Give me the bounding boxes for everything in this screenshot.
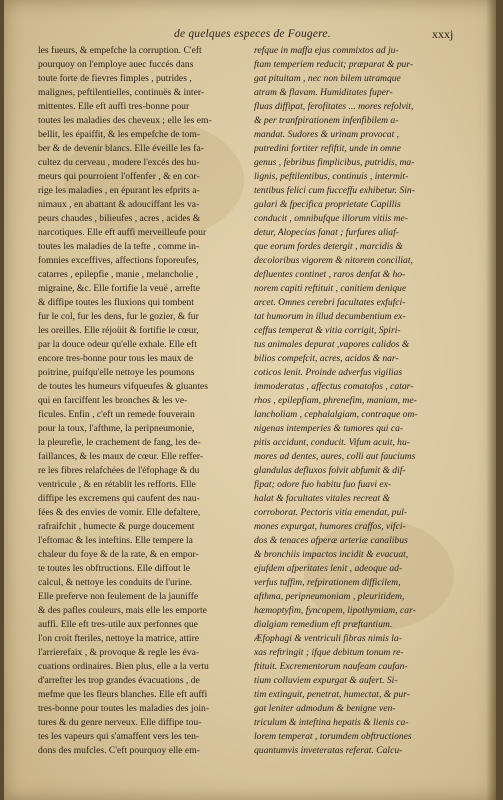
text-line: dos & tenaces afperæ arteriæ canalibus (254, 535, 408, 546)
page-number: xxxj (432, 27, 454, 41)
text-line: encore tres-bonne pour tous les maux de (38, 353, 194, 364)
text-line: toutes les maladies des cheveux ; elle les em- (38, 115, 212, 126)
text-line: coticos lenit. Proinde adverfus vigilias (254, 367, 403, 378)
text-line: l'on croit fteriles, nettoye la matrice, attire (38, 633, 200, 644)
text-line: & diffipe toutes les fluxions qui tombent (38, 297, 194, 308)
text-line: faillances, & les maux de cœur. Elle reffer- (38, 451, 204, 462)
text-line: fipat; odore fuo habitu fuo fuavi ex- (254, 479, 392, 490)
text-line: genus , febribus fimplicibus, putridis, ma- (254, 157, 415, 168)
text-line: re les fibres relafchées de l'éfophage & du (38, 465, 200, 476)
text-line: ftam temperiem reducit; præparat & pur- (254, 59, 414, 70)
text-line: quantumvis inveteratas referat. Calcu- (254, 745, 403, 756)
text-line: te toutes les obftructions. Elle diffout le (38, 563, 190, 574)
text-line: toutes les maladies de la tefte , comme in- (38, 241, 200, 252)
text-line: d'arrefter les trop grandes évacuations , de (38, 675, 200, 686)
text-line: putredini fortiter refiftit, unde in omne (254, 143, 401, 154)
text-line: chaleur du foye & de la rate, & en empor- (38, 549, 199, 560)
text-line: Æfophagi & ventriculi fibras nimis la- (254, 633, 402, 644)
text-line: norem capiti reftituit , canitiem denique (254, 283, 407, 294)
text-line: cuations ordinaires. Bien plus, elle a la vertu (38, 661, 209, 672)
text-line: ventricule , & en rétablit les refforts. Elle (38, 479, 196, 490)
text-line: nimaux , en abattant & adouciffant les va- (38, 199, 200, 210)
text-line: lorem temperat , torumdem obftructiones (254, 731, 412, 742)
text-line: pourquoy on l'employe auec fuccés dans (38, 59, 194, 70)
text-line: poitrine, puifqu'elle nettoye les poumons (38, 367, 195, 378)
text-line: mores ad dentes, aures, colli aut fauciums (254, 451, 416, 462)
text-line: xas reftringit ; ifque debitum tonum re- (254, 647, 404, 658)
text-line: triculum & inteftina hepatis & lienis ca- (254, 717, 409, 728)
text-line: mittentes. Elle eft auffi tres-bonne pour (38, 101, 190, 112)
text-line: bellit, les épaiffit, & les empefche de tom- (38, 129, 201, 140)
text-line: auffi. Elle eft tres-utile aux perfonnes que (38, 619, 198, 630)
text-line: toute forte de fievres fimples , putrides , (38, 73, 192, 84)
text-line: fées & des envies de vomir. Elle defaltere, (38, 507, 201, 518)
text-line: peurs chaudes , bilieufes , acres , acides & (38, 213, 201, 224)
text-line: corroborat. Pectoris vitia emendat, pul- (254, 507, 408, 518)
text-line: ficules. Enfin , c'eft un remede fouverain (38, 409, 195, 420)
text-line: refque in maffa ejus commixtos ad ju- (254, 45, 399, 56)
running-title: de quelques especes de Fougere. (174, 28, 331, 40)
text-line: fur le col, fur les dens, fur le gozier, & fur (38, 311, 199, 322)
page-spine-shadow (486, 0, 496, 800)
text-line: gat pituitam , nec non bilem utramque (254, 73, 401, 84)
text-line: lignis, peftilentibus, continuis , intermit- (254, 171, 409, 182)
text-line: que eorum fordes detergit , marcidis & (254, 241, 403, 252)
text-line: narcotiques. Elle eft auffi merveilleufe pour (38, 227, 207, 238)
text-line: ejufdem afperitates lenit , adeoque ad- (254, 563, 403, 574)
text-line: glandulas defluxos folvit abfumit & dif- (254, 465, 406, 476)
text-line: immoderatas , affectus comatofos , catar- (254, 381, 414, 392)
text-line: tus animales depurat ,vapores calidos & (254, 339, 410, 350)
text-line: rafraifchit , humecte & purge doucement (38, 521, 195, 532)
latin-text-column (254, 44, 486, 758)
text-line: calcul, & nettoye les conduits de l'urine. (38, 577, 193, 588)
text-line: malignes, peftilentielles, continuës & inter- (38, 87, 205, 98)
text-line: par la douce odeur qu'elle exhale. Elle eft (38, 339, 197, 350)
text-line: qui en farciffent les bronches & les ve- (38, 395, 188, 406)
text-line: tium colluviem expurgat & aufert. Si- (254, 675, 398, 686)
book-page (4, 0, 496, 800)
text-line: mones expurgat, humores craffos, vifci- (254, 521, 406, 532)
text-line: & per tranfpirationem infenfibilem a- (254, 115, 399, 126)
text-line: tim extinguit, penetrat, humectat, & pur- (254, 689, 410, 700)
text-line: & des pafles couleurs, mais elle les emporte (38, 605, 207, 616)
text-line: rhos , epilepfiam, phrenefim, maniam, me- (254, 395, 417, 406)
text-line: bilios compefcit, acres, acidos & nar- (254, 353, 399, 364)
text-line: l'arrierefaix , & provoque & regle les éva- (38, 647, 200, 658)
text-line: tres-bonne pour toutes les maladies des join- (38, 703, 210, 714)
text-line: gat leniter admodum & benigne ven- (254, 703, 396, 714)
text-line: dialgiam remedium eft præftantium. (254, 619, 393, 630)
text-line: migraine, &c. Elle fortifie la veuë , arrefte (38, 283, 200, 294)
text-line: mefme que les fleurs blanches. Elle eft auffi (38, 689, 208, 700)
text-line: atram & flavam. Humiditates fuper- (254, 87, 393, 98)
text-line: tures & du genre nerveux. Elle diffipe tou- (38, 717, 202, 728)
text-line: pitis accidunt, conducit. Vifum acuit, hu- (254, 437, 410, 448)
text-line: tat humorum in illud decumbentium ex- (254, 311, 406, 322)
text-line: rige les maladies , en épurant les efprits a- (38, 185, 200, 196)
text-line: tes les vapeurs qui s'amaffent vers les ten- (38, 731, 200, 742)
text-line: cultez du cerveau , modere l'excés des hu- (38, 157, 200, 168)
text-line: la pleurefie, le crachement de fang, les de- (38, 437, 201, 448)
text-line: les oreilles. Elle réjoüit & fortifie le cœur, (38, 325, 199, 336)
text-line: Elle preferve non feulement de la jauniffe (38, 591, 199, 602)
text-line: meurs qui pourroient l'offenfer , & en cor- (38, 171, 200, 182)
text-line: arcet. Omnes cerebri facultates exfufci- (254, 297, 406, 308)
text-line: decoloribus vigorem & nitorem conciliat, (254, 255, 413, 266)
text-line: fluas diffipat, ferofitates ... mores refolvit, (254, 101, 414, 112)
text-line: & bronchiis impactos incidit & evacuat, (254, 549, 409, 560)
text-line: lancholiam , cephalalgiam, contraque om- (254, 409, 418, 420)
text-line: les fueurs, & empefche la corruption. C'eft (38, 45, 202, 56)
text-line: pour la toux, l'afthme, la peripneumonie, (38, 423, 195, 434)
text-line: ceffus temperat & vitia corrigit, Spiri- (254, 325, 401, 336)
text-line: halat & facultates vitales recreat & (254, 493, 390, 504)
text-line: mandat. Sudores & urinam provocat , (254, 129, 400, 140)
text-line: detur, Alopecias fanat ; furfures aliaf- (254, 227, 399, 238)
text-line: fomnies exceffives, affections foporeufes, (38, 255, 199, 266)
text-line: conducit , omnibufque illorum vitiis me- (254, 213, 409, 224)
text-line: ber & de devenir blancs. Elle éveille les fa- (38, 143, 204, 154)
text-line: de toutes les humeurs vifqueufes & gluantes (38, 381, 208, 392)
text-line: ftituit. Excrementorum naufeam caufan- (254, 661, 408, 672)
text-line: l'eftomac & les inteftins. Elle tempere la (38, 535, 193, 546)
text-line: verfus tuffim, refpirationem difficilem, (254, 577, 401, 588)
text-line: dons des mufcles. C'eft pourquoy elle em- (38, 745, 200, 756)
text-line: nigenas intemperies & tumores qui ca- (254, 423, 404, 434)
text-line: diffipe les excremens qui caufent des nau- (38, 493, 200, 504)
text-line: afthma, peripneumoniam , pleuritidem, (254, 591, 405, 602)
text-line: hæmoptyfim, fyncopem, lipothymiam, car- (254, 605, 416, 616)
text-line: tentibus felici cum fucceffu exhibetur. Sin- (254, 185, 415, 196)
text-line: gulari & fpecifica proprietate Capillis (254, 199, 401, 210)
text-line: defluentes continet , raros denfat & ho- (254, 269, 406, 280)
french-text-column (38, 44, 243, 758)
text-line: catarres , epilepfie , manie , melancholie , (38, 269, 199, 280)
